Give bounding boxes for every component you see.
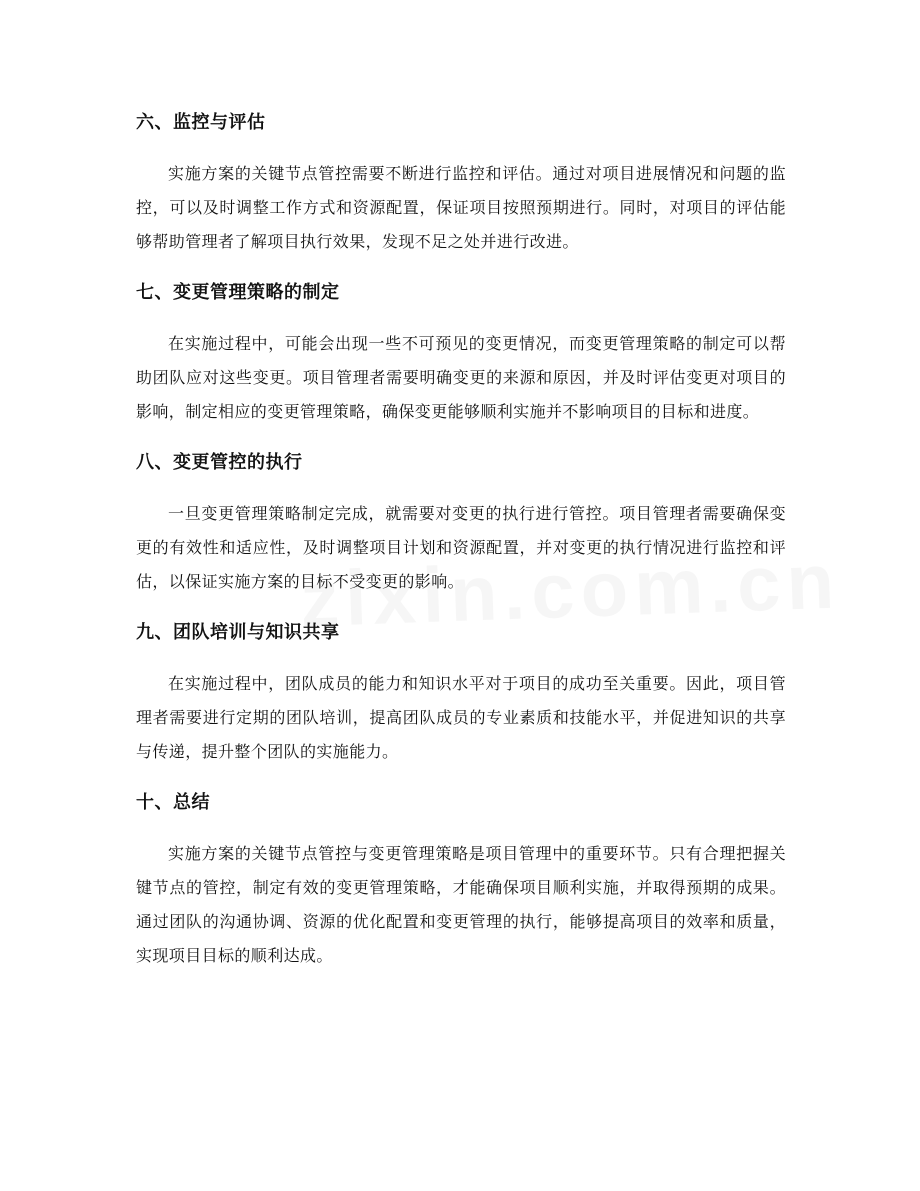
section-monitoring-evaluation: [136, 106, 786, 259]
section-paragraph: 实施方案的关键节点管控与变更管理策略是项目管理中的重要环节。只有合理把握关键节点的管控，制定有效的变更管理策略，才能确保项目顺利实施，并取得预期的成果。通过团队的沟通协调、资源的优化配置和变更管理的执行，能够提高项目的效率和质量，实现项目目标的顺利达成。: [136, 844, 786, 965]
section-summary: [136, 786, 786, 973]
section-heading: 十、总结: [136, 792, 210, 813]
section-heading: 九、团队培训与知识共享: [136, 622, 340, 643]
section-heading: 八、变更管控的执行: [136, 452, 303, 473]
section-paragraph: 一旦变更管理策略制定完成，就需要对变更的执行进行管控。项目管理者需要确保变更的有效性和适应性，及时调整项目计划和资源配置，并对变更的执行情况进行监控和评估，以保证实施方案的目标不受变更的影响。: [136, 504, 786, 591]
section-paragraph: 实施方案的关键节点管控需要不断进行监控和评估。通过对项目进展情况和问题的监控，可以及时调整工作方式和资源配置，保证项目按照预期进行。同时，对项目的评估能够帮助管理者了解项目执行效果，发现不足之处并进行改进。: [136, 164, 786, 251]
document-body: [136, 106, 786, 990]
section-paragraph: 在实施过程中，团队成员的能力和知识水平对于项目的成功至关重要。因此，项目管理者需要进行定期的团队培训，提高团队成员的专业素质和技能水平，并促进知识的共享与传递，提升整个团队的实施能力。: [136, 674, 786, 761]
section-heading: 六、监控与评估: [136, 112, 266, 133]
section-change-strategy: [136, 276, 786, 429]
section-heading: 七、变更管理策略的制定: [136, 282, 340, 303]
section-team-training: [136, 616, 786, 769]
section-paragraph: 在实施过程中，可能会出现一些不可预见的变更情况，而变更管理策略的制定可以帮助团队应对这些变更。项目管理者需要明确变更的来源和原因，并及时评估变更对项目的影响，制定相应的变更管理策略，确保变更能够顺利实施并不影响项目的目标和进度。: [136, 334, 786, 421]
section-change-execution: [136, 446, 786, 599]
